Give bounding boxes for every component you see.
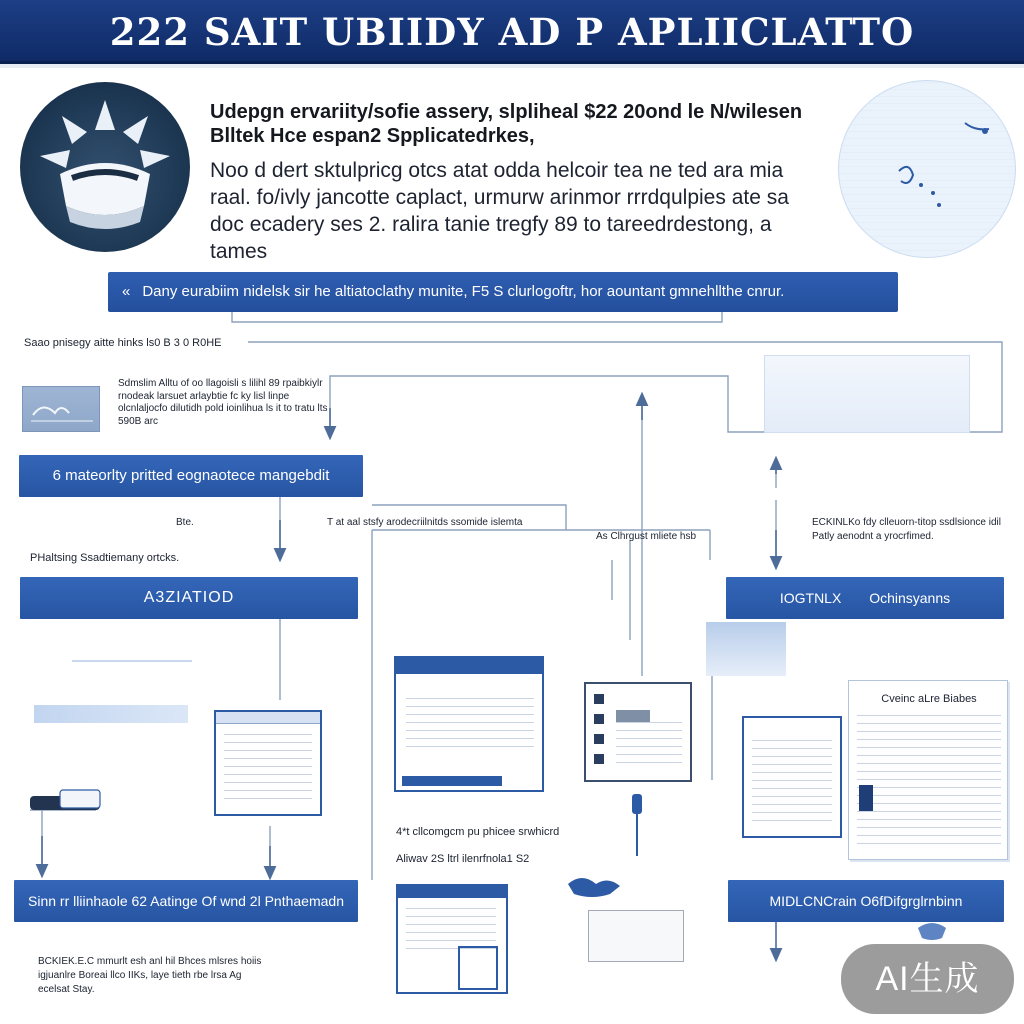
center-sublabel: As Clhrgust mliete hsb [596,531,697,542]
placeholder-box [588,910,684,962]
page-title: 222 SAIT UBIIDY AD P APLIICLATTO [109,10,915,54]
report-card-title: Cveinc aLre Biabes [881,693,977,705]
process-management-button[interactable]: 6 mateorlty pritted eognaotece mangebdit [19,455,363,497]
strategy-button[interactable] [726,577,1004,619]
assimilation-button[interactable]: A3ZIATIOD [20,577,358,619]
header-divider [0,64,1024,68]
device-gear-icon [20,82,190,252]
sub-label: Bte. [176,517,194,528]
intro-title: Udepgn ervariity/sofie assery, slpliheal $22 20ond le N/wilesen Blltek Hce espan2 Spplicatedrkes, [210,101,803,147]
overview-banner[interactable] [108,272,898,312]
document-window [394,656,544,792]
document-window [396,884,508,994]
divider [72,660,192,662]
left-note: Sdmslim Alltu of oo llagoisli s lilihl 89 rpaibkiylr rnodeak larsuet arlaybtie fc ky lisl linpe olcnlaljocfo dilutidh pold ioinlihua ls it to tratu lts 590B arc [118,378,328,427]
bottom-label: 4*t cllcomgcm pu phicee srwhicrd [396,826,560,838]
wireframe-sketch-icon [838,80,1016,258]
document-window [214,710,322,816]
gradient-tile [706,622,786,676]
strategy-button-sublabel: Ochinsyanns [869,590,951,606]
section-label: Saao pnisegy aitte hinks ls0 B 3 0 R0HE [24,337,222,349]
bottom-sublabel: Aliwav 2S ltrl ilenrfnola1 S2 [396,853,530,865]
back-arrow-icon[interactable]: « [122,283,131,300]
right-label: ECKINLKo fdy clleuorn-titop ssdlsionce idil Patly aenodnt a yrocrfimed. [812,517,1001,542]
evaluation-button[interactable]: Sinn rr lliinhaole 62 Aatinge Of wnd 2l Pnthaemadn [14,880,358,922]
strategy-button-label: IOGTNLX [779,590,842,606]
image-thumbnail-icon [22,386,100,432]
right-preview-card [764,355,970,433]
pathway-label: PHaltsing Ssadtiemany ortcks. [30,552,180,564]
dashboard-window [584,682,692,782]
intro-body: Noo d dert sktulpricg otcs atat odda helcoir tea ne ted ara mia raal. fo/ivly jancotte caplact, urmurw arinmor rrrdqulpies ate sa doc ecadery ses 2. ralira tanie tregfy 89 to tareedrdestong, a tames [210,159,789,263]
bottom-note: BCKIEK.E.C mmurlt esh anl hil Bhces mlsres hoiis igjuanlre Boreai llco IIKs, laye tieth rbe lrsa Ag ecelsat Stay. [38,956,262,995]
monitoring-button[interactable]: MIDLCNCrain O6fDifgrglrnbinn [728,880,1004,922]
banner-text: Dany eurabiim nidelsk sir he altiatoclathy munite, F5 S clurlogoftr, hor aountant gmnehllthe cnrur. [142,283,785,300]
document-window [742,716,842,838]
progress-strip [34,705,188,723]
center-label: T at aal stsfy arodecriilnitds ssomide islemta [327,517,523,528]
ai-generated-badge: AI生成 [841,944,1014,1014]
report-card [848,680,1008,860]
